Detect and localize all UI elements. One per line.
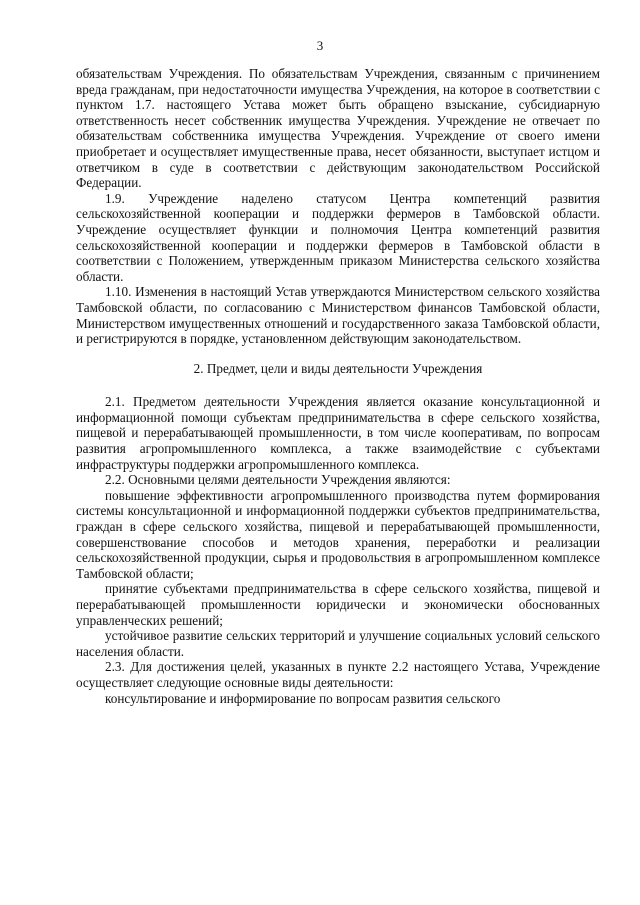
- paragraph-2-2: 2.2. Основными целями деятельности Учреждения являются:: [105, 472, 451, 488]
- goal-item-efficiency: повышение эффективности агропромышленного производства путем формирования системы консультационной и информационной поддержки субъектов предпринимательства, граждан в сфере сельского хозяйства, пищевой и перерабатывающей промышленности, совершенствование способов и методов хранения, переработки и реализации сельскохозяйственной продукции, сырья и продовольствия в агропромышленном комплексе Тамбовской области;: [76, 487, 600, 581]
- page-number: 3: [316, 38, 324, 53]
- paragraph-2-3: 2.3. Для достижения целей, указанных в пункте 2.2 настоящего Устава, Учреждение осуществляет следующие основные виды деятельности:: [76, 659, 600, 690]
- goal-item-rural-development: устойчивое развитие сельских территорий и улучшение социальных условий сельского населения области.: [76, 628, 600, 659]
- paragraph-continuation: обязательствам Учреждения. По обязательствам Учреждения, связанным с причинением вреда гражданам, при недостаточности имущества Учреждения, на которое в соответствии с пунктом 1.7. настоящего Устава может быть обращено взыскание, субсидиарную ответственность несет собственник имущества Учреждения. Учреждение не отвечает по обязательствам собственника имущества Учреждения. Учреждение от своего имени приобретает и осуществляет имущественные права, несет обязанности, выступает истцом и ответчиком в суде в соответствии с действующим законодательством Российской Федерации.: [76, 66, 600, 191]
- activity-item-consulting: консультирование и информирование по вопросам развития сельского: [105, 690, 501, 706]
- paragraph-1-9: 1.9. Учреждение наделено статусом Центра компетенций развития сельскохозяйственной кооперации и поддержки фермеров в Тамбовской области. Учреждение осуществляет функции и полномочия Центра компетенций развития сельскохозяйственной кооперации и поддержки фермеров в Тамбовской области в соответствии с Положением, утвержденным приказом Министерства сельского хозяйства области.: [76, 190, 600, 284]
- document-body: [76, 66, 600, 706]
- paragraph-2-1: 2.1. Предметом деятельности Учреждения является оказание консультационной и информационной помощи субъектам предпринимательства в сфере сельского хозяйства, пищевой и перерабатывающей промышленности, в том числе кооперативам, по вопросам развития агропромышленного комплекса, а также взаимодействие с субъектами инфраструктуры поддержки агропромышленного комплекса.: [76, 394, 600, 472]
- paragraph-1-10: 1.10. Изменения в настоящий Устав утверждаются Министерством сельского хозяйства Тамбовской области, по согласованию с Министерством финансов Тамбовской области, Министерством имущественных отношений и государственного заказа Тамбовской области, и регистрируются в порядке, установленном действующим законодательством.: [76, 284, 600, 347]
- section-heading: 2. Предмет, цели и виды деятельности Учреждения: [193, 360, 483, 376]
- goal-item-decisions: принятие субъектами предпринимательства в сфере сельского хозяйства, пищевой и перерабатывающей промышленности юридически и экономически обоснованных управленческих решений;: [76, 581, 600, 628]
